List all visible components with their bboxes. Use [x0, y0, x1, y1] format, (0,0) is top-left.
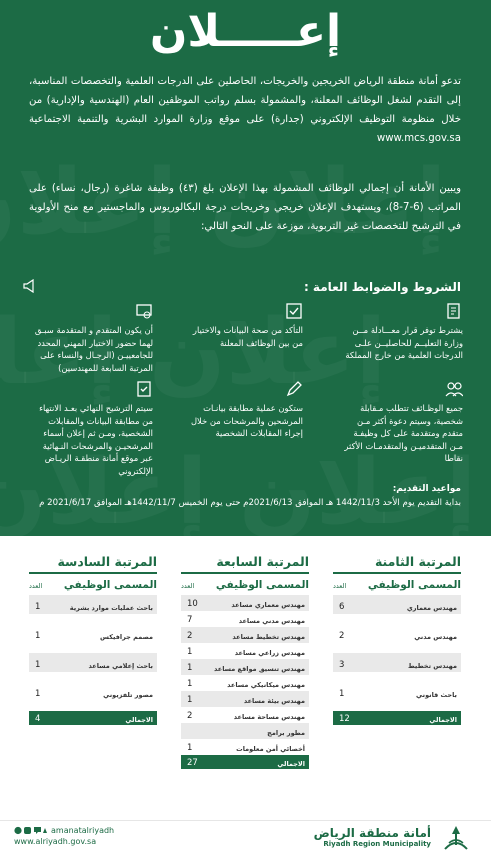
job-title: مهندس معماري: [406, 604, 457, 612]
interview-icon: [445, 380, 463, 398]
condition-item: [33, 302, 153, 374]
table-row: [29, 595, 157, 614]
table-row: [29, 624, 157, 643]
table-row: [181, 739, 309, 755]
job-count: 1: [35, 631, 41, 641]
megaphone-icon: [22, 279, 38, 293]
table-row: [181, 723, 309, 739]
column-header-count: العدد: [181, 582, 195, 590]
job-title: مهندس تخطيط مساعد: [232, 633, 305, 641]
table-rows: [181, 595, 309, 755]
total-value: 4: [35, 714, 41, 724]
social-icons: [14, 826, 48, 835]
job-count: 1: [35, 689, 41, 699]
column-header-count: العدد: [29, 582, 43, 590]
job-title: أخصائي أمن معلومات: [236, 745, 305, 753]
condition-text: أن يكون المتقدم و المتقدمة سبـق لهما حضور الاختبار المهني المحدد للجامعييـن (الرجـال والنساء على المرتبة السابعة للمهندسين): [34, 325, 153, 373]
table-row: [181, 707, 309, 723]
footer-divider: [0, 820, 491, 821]
municipality-logo-icon: [439, 823, 473, 853]
table-title: المرتبة السابعة: [181, 554, 309, 574]
condition-text: ستكون عملية مطابقة بيانـات المرشحين والمرشحات من خلال إجراء المقابلات الشخصية: [190, 403, 303, 438]
table-total-row: [181, 755, 309, 769]
website-row[interactable]: [14, 837, 114, 846]
job-title: باحث عمليات موارد بشرية: [69, 604, 153, 612]
job-title: مهندس بيئة مساعد: [243, 697, 305, 705]
job-count: 6: [339, 602, 345, 612]
table-row: [29, 682, 157, 701]
table-row: [333, 682, 461, 701]
summary-paragraph: ويبين الأمانة أن إجمالي الوظائف المشمولة بهذا الإعلان بلغ (٤٣) وظيفة شاغرة (رجال، نساء) على المراتب (6-7-8)، ويستهدف الإعلان خريجي وخريجات درجة البكالوريوس والماجستير مع منح الأولوية في الترشيح للتخصصات غير التربوية، موزعة على النحو التالي:: [29, 183, 462, 232]
table-rows: [29, 595, 157, 701]
condition-item: [343, 380, 463, 465]
deadline-heading: مواعيد التقديم:: [392, 484, 461, 494]
job-title: مهندس مساحة مساعد: [233, 713, 305, 721]
org-branding: [314, 826, 431, 848]
column-header-title: المسمى الوظيفي: [367, 579, 461, 591]
job-count: 1: [187, 695, 193, 705]
job-count: 10: [187, 599, 198, 609]
social-handle-row[interactable]: [14, 826, 114, 835]
total-label: الاجمالي: [277, 760, 305, 768]
job-count: 2: [339, 631, 345, 641]
table-header: [29, 579, 157, 591]
job-title: مهندس معماري مساعد: [231, 601, 305, 609]
table-row: [333, 595, 461, 614]
table-title: المرتبة السادسة: [29, 554, 157, 574]
social-handle[interactable]: amanatalriyadh: [51, 826, 115, 835]
job-title: مهندس تخطيط: [407, 662, 457, 670]
condition-text: التأكد من صحة البيانات والاختيار من بين الوظائف المعلنة: [192, 325, 303, 348]
job-count: 1: [187, 679, 193, 689]
table-row: [333, 624, 461, 643]
job-title: مهندس زراعي مساعد: [234, 649, 305, 657]
certificate-icon: [135, 302, 153, 320]
grade-table: [29, 554, 157, 725]
job-title: باحث إعلامي مساعد: [88, 662, 153, 670]
job-count: 1: [187, 743, 193, 753]
condition-text: جميع الوظـائف تتطلب مـقابلة شخصية، وسيتم دعوة أكثر مـن متقدم ومتقدمة على كل وظيفـة مـن المتقدميـن والمتقدمـات الأكثر نقاطا: [344, 403, 463, 463]
condition-item: [343, 302, 463, 362]
condition-item: [183, 302, 303, 349]
table-row: [181, 659, 309, 675]
table-row: [181, 643, 309, 659]
total-value: 27: [187, 758, 198, 768]
job-count: 1: [187, 663, 193, 673]
grade-table: [181, 554, 309, 769]
document-icon: [445, 302, 463, 320]
pen-icon: [285, 380, 303, 398]
table-row: [181, 611, 309, 627]
job-count: 3: [339, 660, 345, 670]
job-count: 1: [35, 660, 41, 670]
org-name-english: Riyadh Region Municipality: [323, 840, 431, 848]
job-title: مصور تلفزيوني: [103, 691, 153, 699]
job-count: 2: [187, 631, 193, 641]
checklist-icon: [285, 302, 303, 320]
job-count: 1: [35, 602, 41, 612]
website-link[interactable]: www.alriyadh.gov.sa: [14, 837, 97, 846]
table-rows: [333, 595, 461, 701]
table-header: [333, 579, 461, 591]
job-title: مهندس مدني مساعد: [238, 617, 305, 625]
total-value: 12: [339, 714, 350, 724]
table-header: [181, 579, 309, 591]
total-label: الاجمالي: [125, 716, 153, 724]
table-title: المرتبة الثامنة: [333, 554, 461, 574]
condition-item: [183, 380, 303, 440]
conditions-heading: الشروط والضوابط العامة :: [303, 280, 461, 294]
table-row: [181, 691, 309, 707]
job-title: مهندس ميكانيكي مساعد: [227, 681, 305, 689]
footer-social: [14, 826, 114, 848]
table-row: [181, 627, 309, 643]
approval-icon: [135, 380, 153, 398]
page-title: إعـــــلان: [149, 6, 342, 57]
job-title: مطور برامج: [267, 729, 305, 737]
grade-table: [333, 554, 461, 725]
column-header-count: العدد: [333, 582, 347, 590]
job-title: باحث قانوني: [416, 691, 457, 699]
job-count: 1: [187, 647, 193, 657]
table-row: [29, 653, 157, 672]
condition-text: سيتم الترشيح النهائي بعـد الانتهاء من مطابقة البيانات والمقابلات الشخصية، ومـن ثم إعلان أسماء المرشحيـن والمرشحات النـهائية عبر موقع أمانة منطقـة الريـاض الإلكتروني: [39, 403, 153, 476]
intro-paragraph: تدعو أمانة منطقة الرياض الخريجين والخريجات، الحاصلين على الدرجات العلمية والتخصصات المناسبة، إلى التقدم لشغل الوظائف المعلنة، والمشمولة بسلم رواتب الموظفين العام (الهندسية والإدارية) من خلال منظومة التوظيف الإلكتروني (جدارة) على موقع وزارة الموارد البشرية والتنمية الاجتماعية www.mcs.gov.sa: [29, 76, 461, 144]
table-total-row: [333, 711, 461, 725]
org-name-arabic: أمانة منطقة الرياض: [313, 826, 431, 840]
condition-text: يشترط توفر قرار معـــادلة مــن وزارة التعليــم للحاصليــن علـى الدرجات العلمية من خارج المملكة: [345, 325, 463, 360]
table-row: [181, 675, 309, 691]
job-count: 1: [339, 689, 345, 699]
job-count: 7: [187, 615, 193, 625]
column-header-title: المسمى الوظيفي: [215, 579, 309, 591]
column-header-title: المسمى الوظيفي: [63, 579, 157, 591]
deadline-text: بداية التقديم يوم الأحد 1442/11/3 هـ الموافق 2021/6/13م حتى يوم الخميس 1442/11/7هـ الموافق 2021/6/17 م: [39, 498, 461, 508]
table-row: [333, 653, 461, 672]
condition-item: [33, 380, 153, 477]
table-row: [181, 595, 309, 611]
job-count: 2: [187, 711, 193, 721]
table-total-row: [29, 711, 157, 725]
job-title: مهندس تنسيق مواقع مساعد: [214, 665, 305, 673]
job-title: مهندس مدني: [414, 633, 457, 641]
total-label: الاجمالي: [429, 716, 457, 724]
job-title: مصمم جرافيكس: [100, 633, 153, 641]
